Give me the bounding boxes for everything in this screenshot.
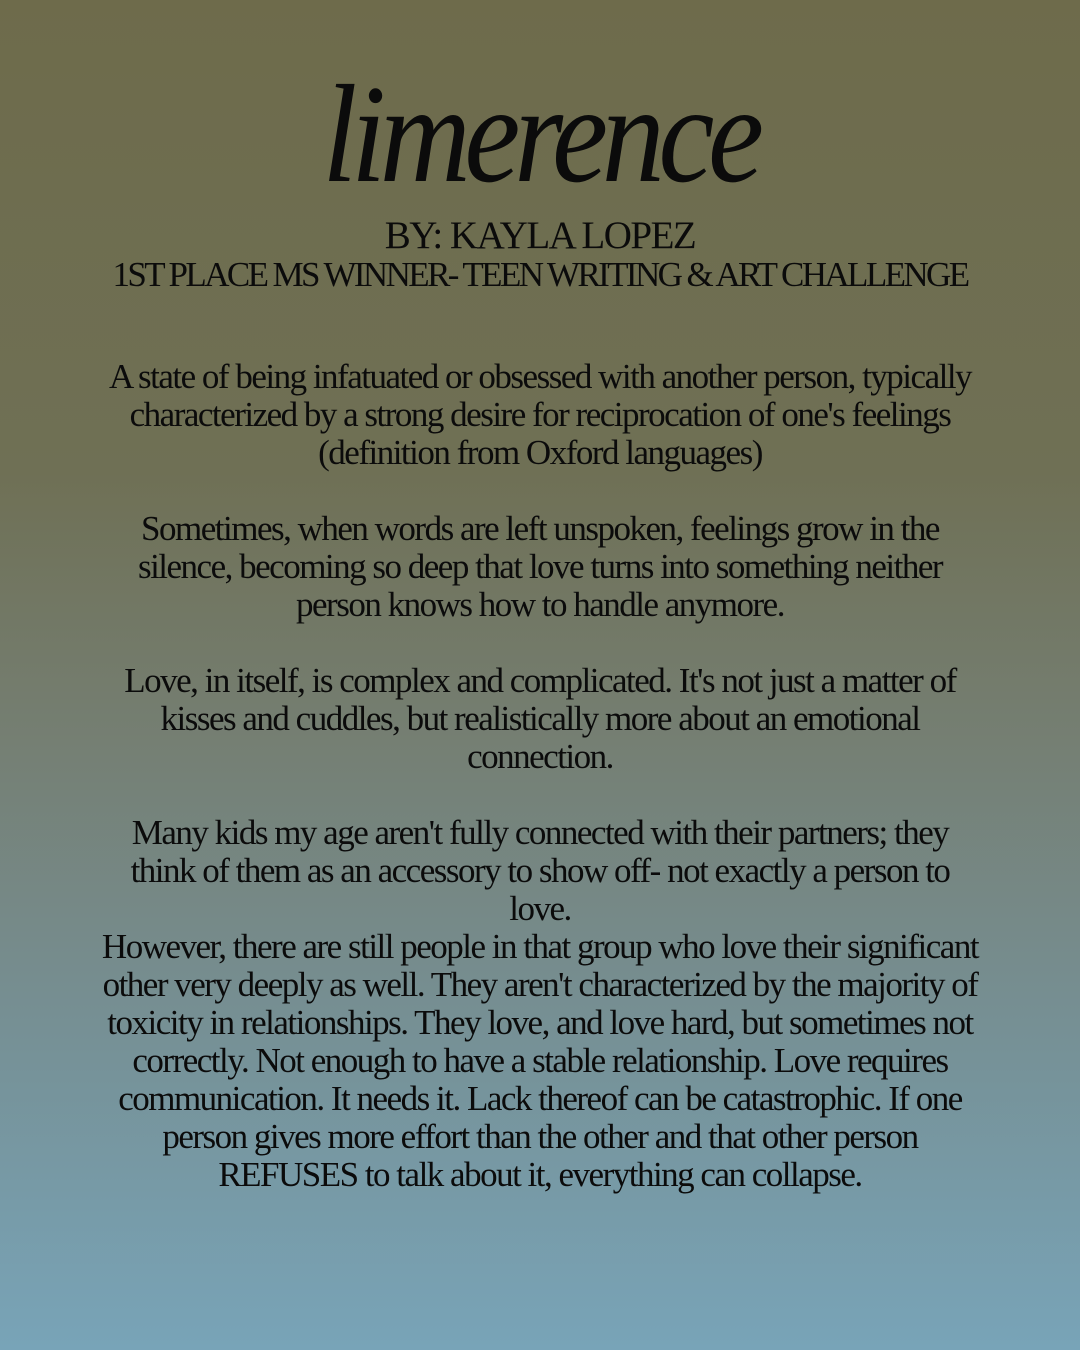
title: limerence bbox=[322, 57, 758, 212]
body-paragraph-2: Love, in itself, is complex and complicated. It's not just a matter of kisses and cuddles, but realistically more about an emotional connection. bbox=[124, 661, 956, 776]
byline: BY: KAYLA LOPEZ bbox=[384, 214, 696, 257]
body-paragraph-3: Many kids my age aren't fully connected with their partners; they think of them as an accessory to show off- not exactly a person to love. bbox=[130, 813, 950, 928]
body-paragraph-1: Sometimes, when words are left unspoken, feelings grow in the silence, becoming so deep that love turns into something neither person knows how to handle anymore. bbox=[137, 509, 943, 624]
award-line: 1ST PLACE MS WINNER- TEEN WRITING & ART CHALLENGE bbox=[112, 255, 968, 294]
definition-paragraph: A state of being infatuated or obsessed with another person, typically characterized by a strong desire for reciprocation of one's feelings (definition from Oxford languages) bbox=[108, 357, 972, 472]
body-paragraph-4: However, there are still people in that group who love their significant other very deeply as well. They aren't characterized by the majority of toxicity in relationships. They love, and love hard, but sometimes not correctly. Not enough to have a stable relationship. Love requires communication. It needs it. Lack thereof can be catastrophic. If one person gives more effort than the other and that other person REFUSES to talk about it, everything can collapse. bbox=[101, 927, 979, 1194]
